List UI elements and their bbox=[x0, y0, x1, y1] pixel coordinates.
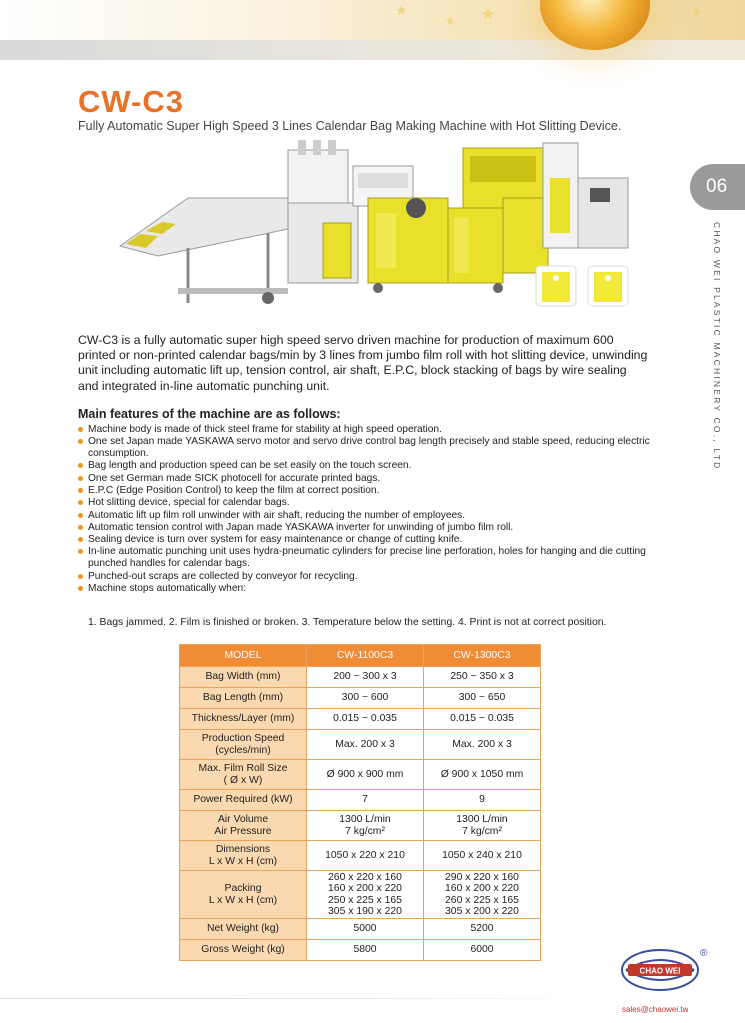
page-title: CW-C3 bbox=[78, 84, 184, 119]
cell-line: 250 x 225 x 165 bbox=[328, 894, 402, 906]
spec-value-cw-1300c3 bbox=[424, 841, 541, 871]
spec-value-cw-1100c3 bbox=[307, 730, 424, 760]
cell-line: Net Weight (kg) bbox=[207, 923, 279, 935]
spec-label bbox=[180, 709, 307, 730]
feature-item: One set German made SICK photocell for accurate printed bags. bbox=[78, 473, 678, 485]
cell-line: 0.015 ~ 0.035 bbox=[333, 713, 397, 725]
cell-line: Max. Film Roll Size bbox=[198, 763, 288, 774]
bullet-icon bbox=[78, 513, 83, 518]
cell-line: 5800 bbox=[353, 944, 377, 956]
feature-item: Machine stops automatically when: bbox=[78, 583, 678, 595]
spec-value-cw-1300c3 bbox=[424, 709, 541, 730]
cell-line: Thickness/Layer (mm) bbox=[191, 713, 295, 725]
spec-label bbox=[180, 760, 307, 790]
cell-line: Bag Length (mm) bbox=[202, 692, 284, 704]
spec-row bbox=[180, 790, 541, 811]
cell-line: 300 ~ 650 bbox=[458, 692, 506, 704]
cell-line: 160 x 200 x 220 bbox=[445, 883, 519, 894]
spec-value-cw-1100c3 bbox=[307, 940, 424, 961]
cell-line: 290 x 220 x 160 bbox=[445, 871, 519, 883]
spec-value-cw-1300c3 bbox=[424, 940, 541, 961]
bullet-icon bbox=[78, 574, 83, 579]
spec-row bbox=[180, 871, 541, 919]
cell-line: Ø 900 x 900 mm bbox=[326, 768, 404, 780]
bullet-icon bbox=[78, 549, 83, 554]
spec-value-cw-1100c3 bbox=[307, 919, 424, 940]
cell-line: 260 x 225 x 165 bbox=[445, 894, 519, 906]
spec-label bbox=[180, 811, 307, 841]
feature-item: Hot slitting device, special for calendar bags. bbox=[78, 497, 678, 509]
features-list bbox=[78, 424, 678, 595]
spec-label bbox=[180, 940, 307, 961]
logo-brand-text: CHAO WEI bbox=[639, 966, 681, 976]
spec-label bbox=[180, 919, 307, 940]
cell-line: L x W x H (cm) bbox=[208, 894, 278, 906]
spec-row bbox=[180, 841, 541, 871]
cell-line: Dimensions bbox=[215, 844, 271, 855]
bullet-icon bbox=[78, 500, 83, 505]
bullet-icon bbox=[78, 537, 83, 542]
cell-line: 1050 x 240 x 210 bbox=[442, 849, 522, 861]
spec-table bbox=[179, 644, 541, 961]
spec-label bbox=[180, 688, 307, 709]
spec-value-cw-1300c3 bbox=[424, 919, 541, 940]
star-icon: ★ bbox=[480, 4, 497, 24]
footer-divider bbox=[0, 998, 600, 999]
spec-value-cw-1100c3 bbox=[307, 709, 424, 730]
cell-line: 1050 x 220 x 210 bbox=[325, 849, 405, 861]
cell-line: Production Speed bbox=[201, 733, 285, 744]
spec-value-cw-1300c3 bbox=[424, 790, 541, 811]
spec-value-cw-1100c3 bbox=[307, 688, 424, 709]
spec-label bbox=[180, 667, 307, 688]
cell-line: 300 ~ 600 bbox=[341, 692, 389, 704]
cell-line: 1300 L/min bbox=[456, 814, 508, 825]
header-cw-1300c3: CW-1300C3 bbox=[424, 645, 541, 667]
spec-value-cw-1300c3 bbox=[424, 730, 541, 760]
cell-line: 5000 bbox=[353, 923, 377, 935]
star-icon: ★ bbox=[445, 14, 456, 28]
stop-reasons: 1. Bags jammed. 2. Film is finished or broken. 3. Temperature below the setting. 4. Print is not at correct position. bbox=[88, 617, 607, 628]
feature-item: E.P.C (Edge Position Control) to keep the film at correct position. bbox=[78, 485, 678, 497]
spec-row bbox=[180, 667, 541, 688]
feature-item: Punched-out scraps are collected by conveyor for recycling. bbox=[78, 571, 678, 583]
cell-line: 260 x 220 x 160 bbox=[328, 871, 402, 883]
spec-label bbox=[180, 871, 307, 919]
spec-row bbox=[180, 760, 541, 790]
spec-value-cw-1100c3 bbox=[307, 790, 424, 811]
cell-line: Bag Width (mm) bbox=[205, 671, 281, 683]
bullet-icon bbox=[78, 525, 83, 530]
cell-line: 160 x 200 x 220 bbox=[328, 883, 402, 894]
header-cw-1100c3: CW-1100C3 bbox=[307, 645, 424, 667]
spec-row bbox=[180, 688, 541, 709]
cell-line: 305 x 190 x 220 bbox=[328, 906, 402, 917]
bullet-icon bbox=[78, 439, 83, 444]
chao-wei-logo bbox=[614, 944, 714, 1004]
features-heading: Main features of the machine are as follows: bbox=[78, 407, 341, 421]
feature-item: One set Japan made YASKAWA servo motor and servo drive control bag length precisely and stable speed, reducing electric consumption. bbox=[78, 436, 678, 460]
cell-line: 0.015 ~ 0.035 bbox=[450, 713, 514, 725]
star-icon: ★ bbox=[690, 4, 703, 20]
cell-line: Air Pressure bbox=[214, 825, 272, 837]
page-number: 06 bbox=[706, 176, 728, 197]
cell-line: 200 ~ 300 x 3 bbox=[333, 671, 397, 683]
page-number-tab bbox=[690, 164, 745, 210]
cell-line: L x W x H (cm) bbox=[208, 855, 278, 867]
cell-line: 7 kg/cm² bbox=[345, 825, 385, 837]
spec-value-cw-1300c3 bbox=[424, 688, 541, 709]
cell-line: Air Volume bbox=[217, 814, 269, 825]
header-model: MODEL bbox=[180, 645, 307, 667]
cell-line: 305 x 200 x 220 bbox=[445, 906, 519, 917]
spec-value-cw-1100c3 bbox=[307, 760, 424, 790]
cell-line: Gross Weight (kg) bbox=[201, 944, 285, 956]
cell-line: 5200 bbox=[470, 923, 494, 935]
feature-item: Automatic tension control with Japan made YASKAWA inverter for unwinding of jumbo film roll. bbox=[78, 522, 678, 534]
cell-line: Ø 900 x 1050 mm bbox=[440, 768, 524, 780]
spec-row bbox=[180, 730, 541, 760]
cell-line: 1300 L/min bbox=[339, 814, 391, 825]
feature-item: Automatic lift up film roll unwinder with air shaft, reducing the number of employees. bbox=[78, 510, 678, 522]
bullet-icon bbox=[78, 488, 83, 493]
spec-value-cw-1300c3 bbox=[424, 760, 541, 790]
spec-row bbox=[180, 709, 541, 730]
spec-row bbox=[180, 811, 541, 841]
feature-item: Machine body is made of thick steel frame for stability at high speed operation. bbox=[78, 424, 678, 436]
spec-label bbox=[180, 730, 307, 760]
bullet-icon bbox=[78, 476, 83, 481]
cell-line: 7 kg/cm² bbox=[462, 825, 502, 837]
star-icon: ★ bbox=[395, 2, 408, 18]
spec-label bbox=[180, 790, 307, 811]
bullet-icon bbox=[78, 586, 83, 591]
spec-value-cw-1300c3 bbox=[424, 811, 541, 841]
cell-line: 7 bbox=[362, 794, 368, 806]
cell-line: Power Required (kW) bbox=[193, 794, 293, 806]
cell-line: 250 ~ 350 x 3 bbox=[450, 671, 514, 683]
spec-value-cw-1100c3 bbox=[307, 811, 424, 841]
spec-row bbox=[180, 919, 541, 940]
header-stripe bbox=[0, 40, 745, 60]
feature-item: Sealing device is turn over system for easy maintenance or change of cutting knife. bbox=[78, 534, 678, 546]
bullet-icon bbox=[78, 427, 83, 432]
page-subtitle: Fully Automatic Super High Speed 3 Lines Calendar Bag Making Machine with Hot Slitting Device. bbox=[78, 119, 622, 133]
bullet-icon bbox=[78, 463, 83, 468]
spec-label bbox=[180, 841, 307, 871]
cell-line: (cycles/min) bbox=[215, 744, 271, 756]
spec-value-cw-1100c3 bbox=[307, 841, 424, 871]
cell-line: Packing bbox=[224, 883, 262, 894]
spec-header-row bbox=[180, 645, 541, 667]
cell-line: ( Ø x W) bbox=[223, 774, 263, 786]
spec-value-cw-1300c3 bbox=[424, 871, 541, 919]
spec-value-cw-1100c3 bbox=[307, 667, 424, 688]
spec-row bbox=[180, 940, 541, 961]
company-name-vertical: CHAO WEI PLASTIC MACHINERY CO., LTD bbox=[712, 222, 722, 471]
sales-email[interactable]: sales@chaowei.tw bbox=[622, 1005, 689, 1014]
machine-description: CW-C3 is a fully automatic super high speed servo driven machine for production of maximum 600 printed or non-printed calendar bags/min by 3 lines from jumbo film roll with hot slitting device, unwinding unit including automatic lift up, tension control, air shaft, E.P.C, block stacking of bags by wire sealing and integrated in-line automatic punching unit. bbox=[78, 333, 648, 393]
cell-line: Max. 200 x 3 bbox=[335, 738, 395, 750]
spec-value-cw-1300c3 bbox=[424, 667, 541, 688]
feature-item: In-line automatic punching unit uses hydra-pneumatic cylinders for precise line perforation, holes for hanging and die cutting punched handles for calendar bags. bbox=[78, 546, 678, 570]
spec-value-cw-1100c3 bbox=[307, 871, 424, 919]
cell-line: Max. 200 x 3 bbox=[452, 738, 512, 750]
spec-body bbox=[180, 667, 541, 961]
cell-line: 6000 bbox=[470, 944, 494, 956]
machine-illustration bbox=[118, 138, 633, 313]
cell-line: 9 bbox=[479, 794, 485, 806]
registered-mark: ® bbox=[700, 948, 708, 959]
feature-item: Bag length and production speed can be set easily on the touch screen. bbox=[78, 460, 678, 472]
